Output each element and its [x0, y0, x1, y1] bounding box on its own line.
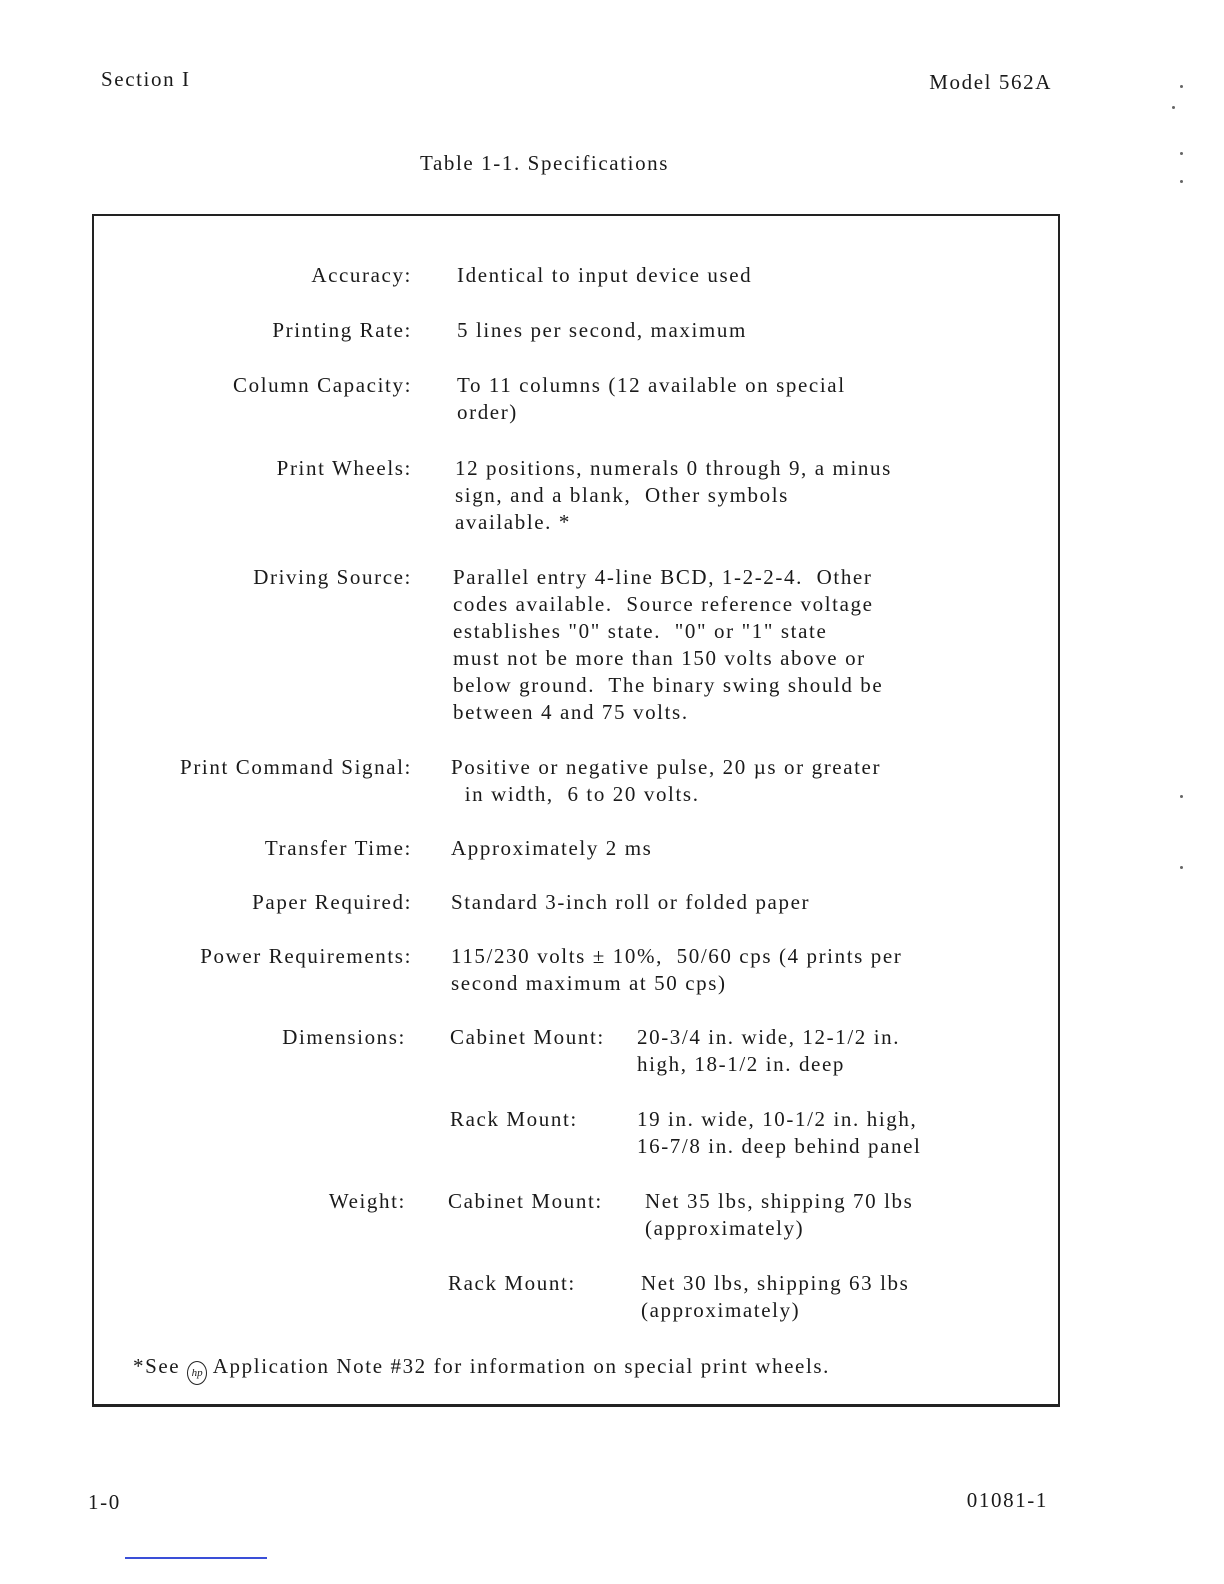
spec-label: Power Requirements: — [200, 944, 412, 968]
footnote-text: Application Note #32 for information on special print wheels. — [212, 1354, 831, 1378]
spec-sub-label: Cabinet Mount: — [450, 1025, 605, 1049]
spec-label: Transfer Time: — [264, 836, 412, 860]
spec-value-line: Approximately 2 ms — [451, 836, 653, 860]
spec-value-line: Positive or negative pulse, 20 µs or greater — [451, 755, 882, 779]
spec-value-line: codes available. Source reference voltage — [453, 592, 874, 616]
spec-value-line: between 4 and 75 volts. — [453, 700, 689, 724]
scan-speck — [1180, 866, 1183, 869]
scan-speck — [1180, 152, 1183, 155]
spec-label: Weight: — [328, 1189, 406, 1213]
spec-value-line: available. * — [455, 510, 571, 534]
spec-value — [457, 317, 747, 344]
spec-sub-value — [641, 1270, 909, 1324]
spec-value — [451, 889, 810, 916]
spec-label: Column Capacity: — [233, 373, 412, 397]
spec-sub-label: Rack Mount: — [448, 1271, 576, 1295]
spec-value-line: below ground. The binary swing should be — [453, 673, 884, 697]
spec-value-line: 12 positions, numerals 0 through 9, a minus — [455, 456, 892, 480]
spec-value — [457, 372, 846, 426]
document-code: 01081-1 — [966, 1488, 1048, 1512]
spec-label: Print Wheels: — [276, 456, 412, 480]
spec-value-line: Net 35 lbs, shipping 70 lbs — [645, 1189, 914, 1213]
spec-value-line: must not be more than 150 volts above or — [453, 646, 866, 670]
spec-value-line: 20-3/4 in. wide, 12-1/2 in. — [637, 1025, 901, 1049]
spec-label: Dimensions: — [282, 1025, 406, 1049]
section-label: Section I — [101, 67, 191, 91]
spec-value-line: 115/230 volts ± 10%, 50/60 cps (4 prints per — [451, 944, 903, 968]
spec-label: Print Command Signal: — [180, 755, 412, 779]
scan-speck — [1180, 795, 1183, 798]
spec-value-line: Identical to input device used — [457, 263, 753, 287]
spec-value-line: Net 30 lbs, shipping 63 lbs — [641, 1271, 910, 1295]
footnote-prefix: *See — [133, 1354, 181, 1378]
footnote — [133, 1353, 830, 1385]
scan-speck — [1172, 106, 1175, 109]
spec-value-line: high, 18-1/2 in. deep — [637, 1052, 845, 1076]
spec-label: Accuracy: — [311, 263, 412, 287]
spec-value-line: To 11 columns (12 available on special — [457, 373, 846, 397]
spec-label: Printing Rate: — [272, 318, 412, 342]
spec-sub-value — [645, 1188, 913, 1242]
spec-value-line: 16-7/8 in. deep behind panel — [637, 1134, 922, 1158]
spec-value-line: in width, 6 to 20 volts. — [451, 782, 700, 806]
spec-value — [455, 455, 892, 536]
table-title: Table 1-1. Specifications — [420, 151, 670, 175]
spec-sub-label: Cabinet Mount: — [448, 1189, 603, 1213]
spec-value-line: 19 in. wide, 10-1/2 in. high, — [637, 1107, 918, 1131]
spec-label: Driving Source: — [253, 565, 412, 589]
spec-value-line: Parallel entry 4-line BCD, 1-2-2-4. Other — [453, 565, 873, 589]
scan-speck — [1180, 180, 1183, 183]
spec-value-line: sign, and a blank, Other symbols — [455, 483, 789, 507]
hp-logo-icon: hp — [187, 1361, 207, 1385]
page-number: 1-0 — [88, 1490, 121, 1514]
spec-value — [451, 754, 881, 808]
spec-value-line: second maximum at 50 cps) — [451, 971, 727, 995]
spec-sub-value — [637, 1024, 900, 1078]
spec-value — [457, 262, 752, 289]
spec-sub-label: Rack Mount: — [450, 1107, 578, 1131]
spec-value-line: 5 lines per second, maximum — [457, 318, 747, 342]
spec-value-line: order) — [457, 400, 518, 424]
spec-value — [451, 943, 902, 997]
spec-value-line: (approximately) — [641, 1298, 801, 1322]
spec-sub-value — [637, 1106, 922, 1160]
blue-underline — [125, 1557, 267, 1559]
spec-value-line: establishes "0" state. "0" or "1" state — [453, 619, 828, 643]
model-label: Model 562A — [929, 70, 1052, 94]
scan-speck — [1180, 85, 1183, 88]
spec-value-line: Standard 3-inch roll or folded paper — [451, 890, 811, 914]
spec-label: Paper Required: — [252, 890, 412, 914]
spec-value — [451, 835, 652, 862]
spec-value — [453, 564, 883, 726]
spec-value-line: (approximately) — [645, 1216, 805, 1240]
